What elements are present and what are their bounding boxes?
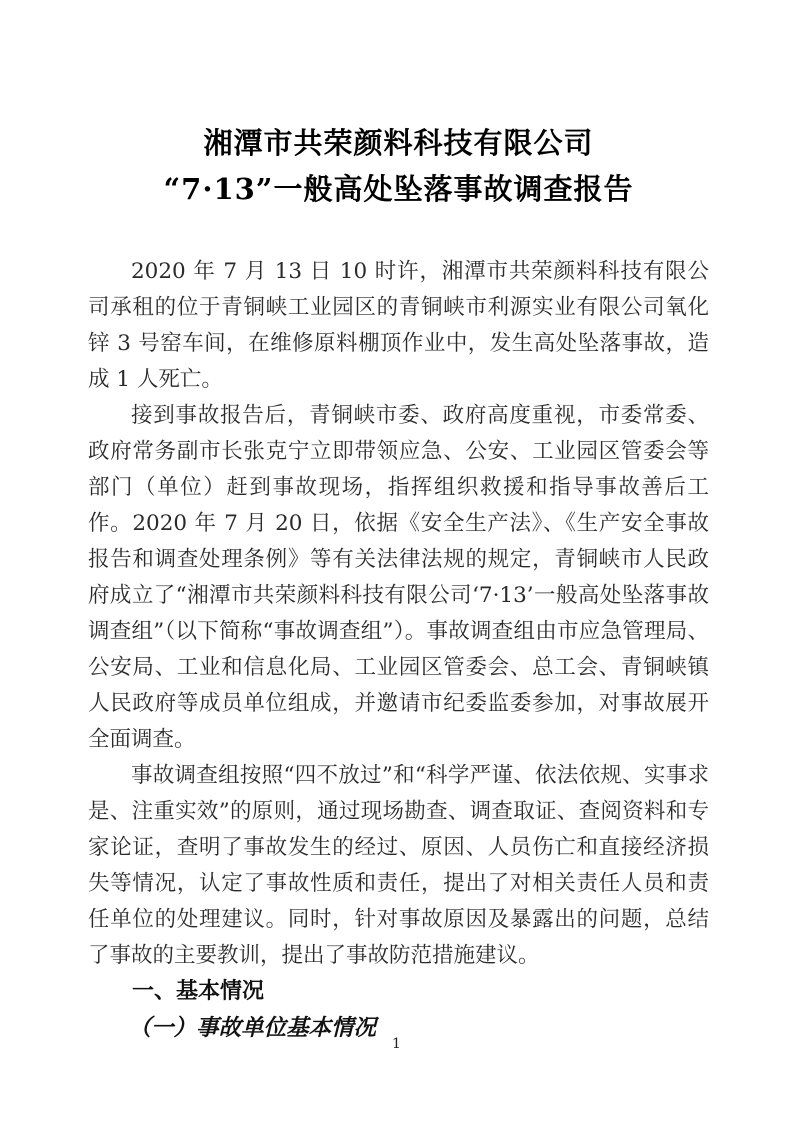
document-title-line2: “7·13”一般高处坠落事故调查报告 — [163, 172, 634, 206]
document-title-line1: 湘潭市共荣颜料科技有限公司 — [203, 126, 594, 160]
page-number: 1 — [392, 1036, 401, 1052]
paragraph-investigation-principles: 事故调查组按照“四不放过”和“科学严谨、依法依规、实事求是、注重实效”的原则，通过现场勘查、调查取证、查阅资料和专家论证，查明了事故发生的经过、原因、人员伤亡和直接经济损失等情况，认定了事故性质和责任，提出了对相关责任人员和责任单位的处理建议。同时，针对事故原因及暴露出的问题，总结了事故的主要教训，提出了事故防范措施建议。 — [88, 763, 709, 968]
section-heading-basic-info: 一、基本情况 — [132, 979, 265, 1004]
document-title — [88, 120, 709, 212]
subsection-heading-accident-unit-basic-info: （一）事故单位基本情况 — [128, 1015, 377, 1041]
paragraph-incident-summary: 2020 年 7 月 13 日 10 时许，湘潭市共荣颜料科技有限公司承租的位于青铜峡工业园区的青铜峡市利源实业有限公司氧化锌 3 号窑车间，在维修原料棚顶作业中，发生高处坠落事故，造成 1 人死亡。 — [88, 259, 709, 392]
document-content — [88, 120, 709, 1046]
paragraph-investigation-team-formation: 接到事故报告后，青铜峡市委、政府高度重视，市委常委、政府常务副市长张克宁立即带领应急、公安、工业园区管委会等部门（单位）赶到事故现场，指挥组织救援和指导事故善后工作。2020 年 7 月 20 日，依据《安全生产法》、《生产安全事故报告和调查处理条例》等有关法律法规的规定，青铜峡市人民政府成立了“湘潭市共荣颜料科技有限公司‘7·13’一般高处坠落事故调查组”（以下简称“事故调查组”）。事故调查组由市应急管理局、公安局、工业和信息化局、工业园区管委会、总工会、青铜峡镇人民政府等成员单位组成，并邀请市纪委监委参加，对事故展开全面调查。 — [88, 403, 709, 752]
